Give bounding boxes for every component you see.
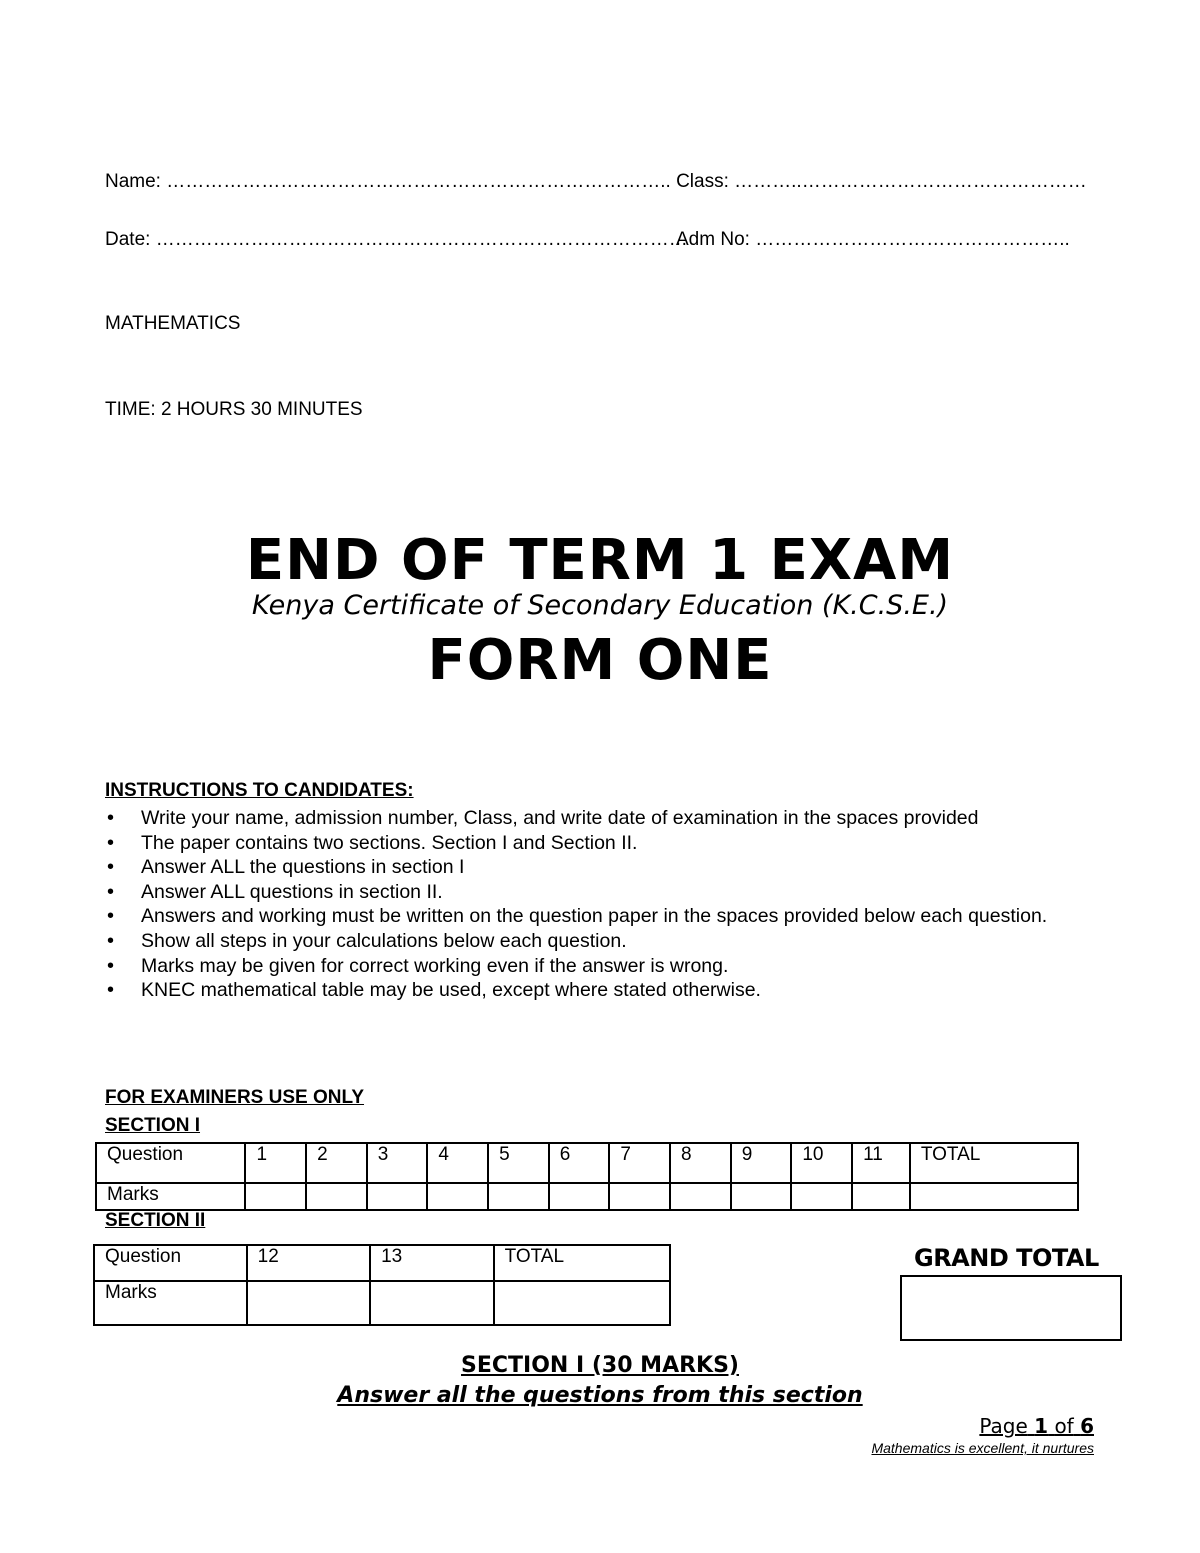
marks-input-cell[interactable] — [549, 1183, 610, 1210]
marks-input-cell[interactable] — [494, 1281, 670, 1325]
section1-label: SECTION I — [105, 1115, 201, 1136]
table-cell: 6 — [549, 1143, 610, 1183]
date-line: Date: ………………………………………………………………………… — [105, 229, 688, 250]
table-cell: 5 — [488, 1143, 549, 1183]
instruction-item: • Answer ALL questions in section II. — [105, 880, 1105, 905]
table-row — [94, 1245, 670, 1281]
name-class-line: Name: …………………………………………………………………….. Class: ………..……………………………………… — [105, 171, 1087, 192]
grand-total-box[interactable] — [900, 1275, 1122, 1341]
instruction-item: • Write your name, admission number, Class, and write date of examination in the spaces provided — [105, 806, 1105, 831]
marks-input-cell[interactable] — [245, 1183, 306, 1210]
table-row — [96, 1143, 1078, 1183]
instruction-item: • The paper contains two sections. Section I and Section II. — [105, 831, 1105, 856]
instructions-heading: INSTRUCTIONS TO CANDIDATES: — [105, 780, 414, 801]
table-cell: 13 — [370, 1245, 493, 1281]
table-cell: Marks — [96, 1183, 245, 1210]
form-title: FORM ONE — [427, 628, 773, 693]
table-cell: 2 — [306, 1143, 367, 1183]
marks-input-cell[interactable] — [791, 1183, 852, 1210]
table-cell: 10 — [791, 1143, 852, 1183]
marks-input-cell[interactable] — [367, 1183, 428, 1210]
marks-input-cell[interactable] — [670, 1183, 731, 1210]
table-cell: Marks — [94, 1281, 247, 1325]
table-cell: 4 — [427, 1143, 488, 1183]
table-row — [96, 1183, 1078, 1210]
time-label: TIME: 2 HOURS 30 MINUTES — [105, 399, 363, 420]
instruction-item: • Answers and working must be written on the question paper in the spaces provided below each question. — [105, 904, 1105, 929]
instructions-list — [105, 806, 1105, 1003]
marks-input-cell[interactable] — [488, 1183, 549, 1210]
page-total: 6 — [1080, 1414, 1094, 1438]
table-cell: 9 — [731, 1143, 792, 1183]
table-cell: 12 — [247, 1245, 370, 1281]
table-cell: 11 — [852, 1143, 910, 1183]
grand-total-label: GRAND TOTAL — [914, 1244, 1099, 1272]
page-word: Page — [979, 1414, 1028, 1438]
page-number — [979, 1414, 1094, 1438]
section2-label: SECTION II — [105, 1210, 206, 1231]
marks-input-cell[interactable] — [306, 1183, 367, 1210]
marks-input-cell[interactable] — [910, 1183, 1078, 1210]
table-cell: 7 — [609, 1143, 670, 1183]
section1-heading: SECTION I (30 MARKS) — [461, 1353, 739, 1378]
table-cell: 3 — [367, 1143, 428, 1183]
table-row — [94, 1281, 670, 1325]
page-current: 1 — [1034, 1414, 1049, 1438]
marks-input-cell[interactable] — [609, 1183, 670, 1210]
table-cell: Question — [94, 1245, 247, 1281]
table-cell: TOTAL — [494, 1245, 670, 1281]
exam-subtitle: Kenya Certificate of Secondary Education (K.C.S.E.) — [251, 590, 949, 621]
instruction-item: • Show all steps in your calculations below each question. — [105, 929, 1105, 954]
table-cell: TOTAL — [910, 1143, 1078, 1183]
instruction-item: • KNEC mathematical table may be used, except where stated otherwise. — [105, 978, 1105, 1003]
marks-input-cell[interactable] — [852, 1183, 910, 1210]
footer-motto: Mathematics is excellent, it nurtures — [871, 1440, 1094, 1456]
table-cell: 8 — [670, 1143, 731, 1183]
marks-input-cell[interactable] — [427, 1183, 488, 1210]
subject-label: MATHEMATICS — [105, 313, 241, 334]
table-cell: Question — [96, 1143, 245, 1183]
exam-title: END OF TERM 1 EXAM — [245, 528, 955, 593]
section1-subheading: Answer all the questions from this section — [337, 1383, 863, 1408]
section1-marks-table — [95, 1142, 1079, 1211]
marks-input-cell[interactable] — [370, 1281, 493, 1325]
marks-input-cell[interactable] — [731, 1183, 792, 1210]
of-word: of — [1054, 1414, 1074, 1438]
examiners-heading: FOR EXAMINERS USE ONLY — [105, 1087, 365, 1108]
marks-input-cell[interactable] — [247, 1281, 370, 1325]
adm-no-line: Adm No: ………………………………………….. — [676, 229, 1070, 250]
instruction-item: • Answer ALL the questions in section I — [105, 855, 1105, 880]
instruction-item: • Marks may be given for correct working even if the answer is wrong. — [105, 954, 1105, 979]
table-cell: 1 — [245, 1143, 306, 1183]
section2-marks-table — [93, 1244, 671, 1326]
